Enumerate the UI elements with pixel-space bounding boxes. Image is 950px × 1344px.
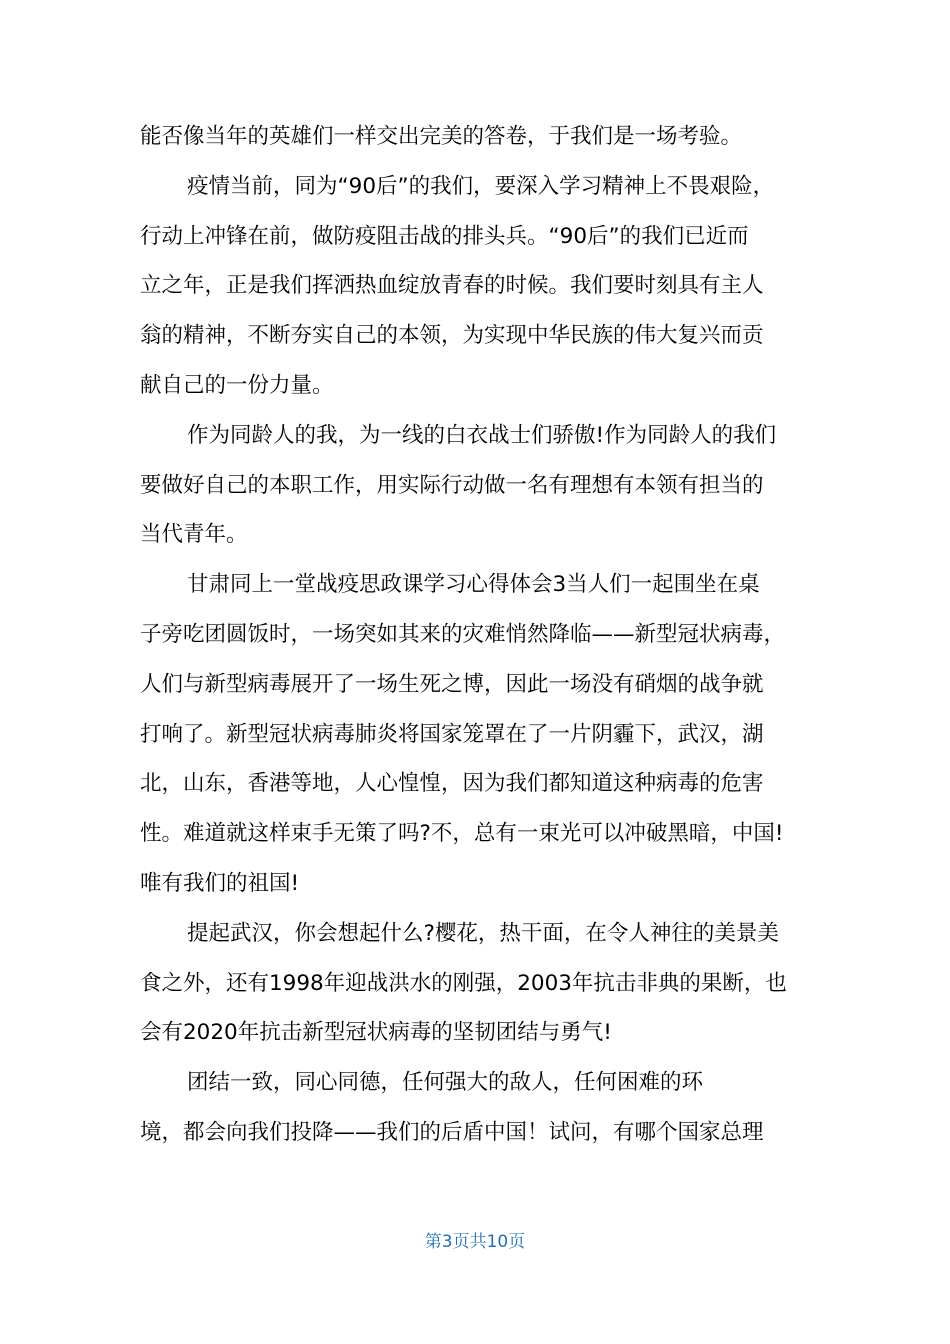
text-line: 能否像当年的英雄们一样交出完美的答卷，于我们是一场考验。 [140,124,743,149]
text-line: 行动上冲锋在前，做防疫阻击战的排头兵。“90后”的我们已近而 [140,223,749,249]
text-line: 子旁吃团圆饭时，一场突如其来的灾难悄然降临——新型冠状病毒， [140,621,786,647]
text-line: 献自己的一份力量。 [140,372,334,398]
body-text [140,112,810,1158]
text-line: 性。难道就这样束手无策了吗?不，总有一束光可以冲破黑暗，中国! [140,821,784,847]
text-line: 甘肃同上一堂战疫思政课学习心得体会3当人们一起围坐在桌 [187,572,760,598]
text-line: 境，都会向我们投降——我们的后盾中国！试问，有哪个国家总理 [140,1119,764,1145]
text-line: 疫情当前，同为“90后”的我们，要深入学习精神上不畏艰险， [187,173,775,199]
text-line: 打响了。新型冠状病毒肺炎将国家笼罩在了一片阴霾下，武汉，湖 [140,721,764,747]
text-line: 会有2020年抗击新型冠状病毒的坚韧团结与勇气! [140,1020,612,1046]
text-line: 人们与新型病毒展开了一场生死之博，因此一场没有硝烟的战争就 [140,671,764,697]
text-line: 提起武汉，你会想起什么?樱花，热干面，在令人神往的美景美 [187,920,779,946]
text-line: 要做好自己的本职工作，用实际行动做一名有理想有本领有担当的 [140,472,764,498]
text-line: 唯有我们的祖国! [140,870,300,896]
text-line: 翁的精神，不断夯实自己的本领，为实现中华民族的伟大复兴而贡 [140,323,764,349]
text-line: 团结一致，同心同德，任何强大的敌人，任何困难的环 [187,1070,704,1096]
text-line: 北，山东，香港等地，人心惶惶，因为我们都知道这种病毒的危害 [140,771,764,797]
text-line: 作为同龄人的我，为一线的白衣战士们骄傲!作为同龄人的我们 [187,422,777,448]
text-line: 立之年，正是我们挥洒热血绽放青春的时候。我们要时刻具有主人 [140,273,764,299]
text-line: 当代青年。 [140,522,248,548]
page-number-footer: 第3页共10页 [424,1232,526,1252]
text-line: 食之外，还有1998年迎战洪水的刚强，2003年抗击非典的果断，也 [140,970,787,996]
